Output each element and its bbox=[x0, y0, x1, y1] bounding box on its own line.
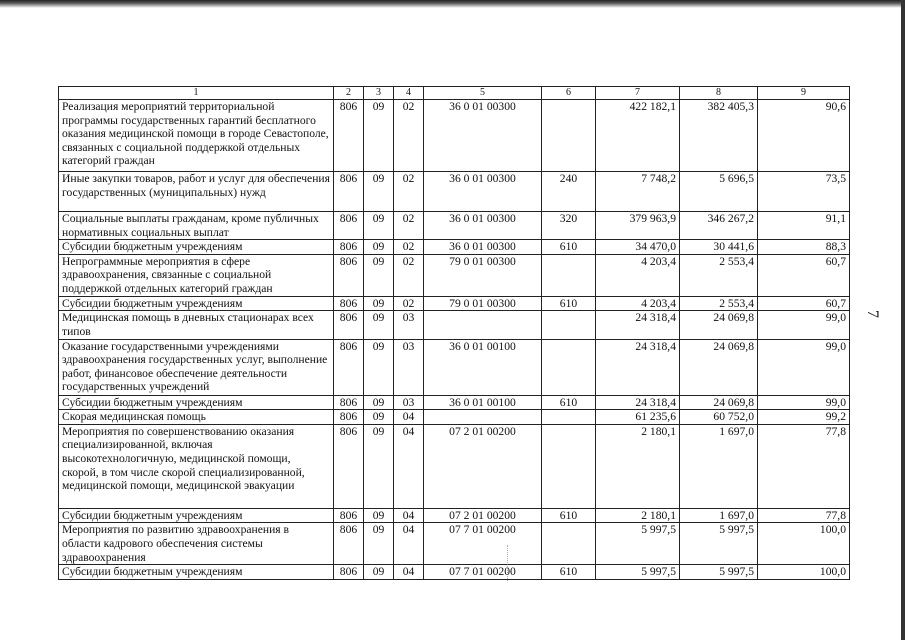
cell-ministry-code: 806 bbox=[334, 254, 364, 296]
cell-name: Субсидии бюджетным учреждениям bbox=[59, 296, 334, 311]
cell-executed: 2 553,4 bbox=[680, 296, 758, 311]
cell-section: 09 bbox=[364, 296, 394, 311]
cell-section: 09 bbox=[364, 508, 394, 523]
cell-executed: 346 267,2 bbox=[680, 212, 758, 240]
scan-edge-right bbox=[901, 0, 905, 640]
budget-table bbox=[58, 86, 850, 580]
cell-name: Субсидии бюджетным учреждениям bbox=[59, 565, 334, 580]
column-header: 7 bbox=[596, 87, 680, 100]
table-row bbox=[59, 410, 850, 425]
cell-target-article: 79 0 01 00300 bbox=[424, 254, 542, 296]
cell-planned: 24 318,4 bbox=[596, 395, 680, 410]
cell-section: 09 bbox=[364, 311, 394, 339]
cell-expense-type: 610 bbox=[542, 395, 596, 410]
cell-target-article bbox=[424, 311, 542, 339]
cell-section: 09 bbox=[364, 410, 394, 425]
cell-subsection: 03 bbox=[394, 395, 424, 410]
cell-section: 09 bbox=[364, 523, 394, 565]
cell-target-article: 07 2 01 00200 bbox=[424, 508, 542, 523]
cell-section: 09 bbox=[364, 395, 394, 410]
cell-executed: 5 997,5 bbox=[680, 523, 758, 565]
cell-ministry-code: 806 bbox=[334, 565, 364, 580]
cell-name: Оказание государственными учреждениями здравоохранения государственных услуг, выполнение работ, финансовое обеспечение деятельности государственных учреждений bbox=[59, 339, 334, 395]
cell-section: 09 bbox=[364, 254, 394, 296]
cell-percent: 77,8 bbox=[758, 508, 850, 523]
column-header: 3 bbox=[364, 87, 394, 100]
cell-planned: 2 180,1 bbox=[596, 508, 680, 523]
cell-ministry-code: 806 bbox=[334, 508, 364, 523]
cell-expense-type bbox=[542, 100, 596, 172]
cell-percent: 99,0 bbox=[758, 339, 850, 395]
cell-section: 09 bbox=[364, 240, 394, 255]
column-header: 4 bbox=[394, 87, 424, 100]
cell-expense-type bbox=[542, 523, 596, 565]
cell-percent: 99,2 bbox=[758, 410, 850, 425]
cell-subsection: 04 bbox=[394, 523, 424, 565]
cell-executed: 24 069,8 bbox=[680, 339, 758, 395]
cell-percent: 100,0 bbox=[758, 565, 850, 580]
cell-name: Субсидии бюджетным учреждениям bbox=[59, 508, 334, 523]
cell-target-article: 36 0 01 00300 bbox=[424, 212, 542, 240]
cell-ministry-code: 806 bbox=[334, 424, 364, 508]
cell-ministry-code: 806 bbox=[334, 523, 364, 565]
ink-mark bbox=[507, 545, 522, 581]
cell-percent: 60,7 bbox=[758, 254, 850, 296]
cell-ministry-code: 806 bbox=[334, 296, 364, 311]
cell-ministry-code: 806 bbox=[334, 410, 364, 425]
cell-executed: 24 069,8 bbox=[680, 395, 758, 410]
cell-name: Субсидии бюджетным учреждениям bbox=[59, 395, 334, 410]
table-row bbox=[59, 240, 850, 255]
cell-expense-type: 610 bbox=[542, 565, 596, 580]
cell-expense-type: 240 bbox=[542, 172, 596, 212]
cell-percent: 99,0 bbox=[758, 395, 850, 410]
cell-executed: 1 697,0 bbox=[680, 424, 758, 508]
cell-executed: 5 696,5 bbox=[680, 172, 758, 212]
cell-name: Скорая медицинская помощь bbox=[59, 410, 334, 425]
cell-executed: 5 997,5 bbox=[680, 565, 758, 580]
cell-target-article: 36 0 01 00100 bbox=[424, 339, 542, 395]
table-row bbox=[59, 508, 850, 523]
table-row bbox=[59, 254, 850, 296]
table-row bbox=[59, 565, 850, 580]
cell-subsection: 04 bbox=[394, 565, 424, 580]
cell-ministry-code: 806 bbox=[334, 339, 364, 395]
cell-percent: 88,3 bbox=[758, 240, 850, 255]
cell-ministry-code: 806 bbox=[334, 172, 364, 212]
cell-target-article: 79 0 01 00300 bbox=[424, 296, 542, 311]
table-row bbox=[59, 311, 850, 339]
cell-target-article: 07 2 01 00200 bbox=[424, 424, 542, 508]
cell-expense-type bbox=[542, 410, 596, 425]
cell-section: 09 bbox=[364, 565, 394, 580]
cell-planned: 2 180,1 bbox=[596, 424, 680, 508]
cell-name: Социальные выплаты гражданам, кроме публичных нормативных социальных выплат bbox=[59, 212, 334, 240]
cell-section: 09 bbox=[364, 100, 394, 172]
cell-executed: 30 441,6 bbox=[680, 240, 758, 255]
column-header: 6 bbox=[542, 87, 596, 100]
cell-subsection: 04 bbox=[394, 508, 424, 523]
cell-ministry-code: 806 bbox=[334, 212, 364, 240]
cell-planned: 4 203,4 bbox=[596, 296, 680, 311]
cell-subsection: 02 bbox=[394, 100, 424, 172]
table-row bbox=[59, 523, 850, 565]
cell-percent: 91,1 bbox=[758, 212, 850, 240]
cell-executed: 382 405,3 bbox=[680, 100, 758, 172]
table-row bbox=[59, 339, 850, 395]
cell-planned: 5 997,5 bbox=[596, 523, 680, 565]
cell-name: Реализация мероприятий территориальной программы государственных гарантий бесплатного оказания медицинской помощи в городе Севастополе, связанных с социальной поддержкой отдельных категорий граждан bbox=[59, 100, 334, 172]
cell-ministry-code: 806 bbox=[334, 395, 364, 410]
cell-section: 09 bbox=[364, 424, 394, 508]
table-row bbox=[59, 395, 850, 410]
page-number: 7 bbox=[864, 310, 881, 318]
cell-planned: 379 963,9 bbox=[596, 212, 680, 240]
cell-percent: 100,0 bbox=[758, 523, 850, 565]
cell-subsection: 02 bbox=[394, 254, 424, 296]
cell-ministry-code: 806 bbox=[334, 311, 364, 339]
cell-name: Субсидии бюджетным учреждениям bbox=[59, 240, 334, 255]
cell-target-article: 36 0 01 00300 bbox=[424, 240, 542, 255]
cell-subsection: 02 bbox=[394, 296, 424, 311]
cell-percent: 73,5 bbox=[758, 172, 850, 212]
cell-target-article: 07 7 01 00200 bbox=[424, 565, 542, 580]
table-row bbox=[59, 212, 850, 240]
cell-executed: 2 553,4 bbox=[680, 254, 758, 296]
cell-expense-type: 610 bbox=[542, 296, 596, 311]
table-header-row bbox=[59, 87, 850, 100]
cell-name: Непрограммные мероприятия в сфере здравоохранения, связанные с социальной поддержкой отдельных категорий граждан bbox=[59, 254, 334, 296]
cell-subsection: 02 bbox=[394, 172, 424, 212]
cell-ministry-code: 806 bbox=[334, 240, 364, 255]
column-header: 2 bbox=[334, 87, 364, 100]
table-row bbox=[59, 424, 850, 508]
cell-expense-type: 610 bbox=[542, 508, 596, 523]
cell-executed: 24 069,8 bbox=[680, 311, 758, 339]
cell-percent: 60,7 bbox=[758, 296, 850, 311]
cell-name: Мероприятия по развитию здравоохранения в области кадрового обеспечения системы здравоохранения bbox=[59, 523, 334, 565]
table-row bbox=[59, 172, 850, 212]
column-header: 9 bbox=[758, 87, 850, 100]
cell-percent: 90,6 bbox=[758, 100, 850, 172]
cell-planned: 4 203,4 bbox=[596, 254, 680, 296]
column-header: 1 bbox=[59, 87, 334, 100]
cell-target-article: 36 0 01 00100 bbox=[424, 395, 542, 410]
cell-planned: 422 182,1 bbox=[596, 100, 680, 172]
cell-name: Иные закупки товаров, работ и услуг для обеспечения государственных (муниципальных) нужд bbox=[59, 172, 334, 212]
cell-subsection: 03 bbox=[394, 339, 424, 395]
cell-target-article: 07 7 01 00200 bbox=[424, 523, 542, 565]
cell-ministry-code: 806 bbox=[334, 100, 364, 172]
cell-subsection: 02 bbox=[394, 240, 424, 255]
scan-edge-top bbox=[0, 0, 905, 8]
cell-section: 09 bbox=[364, 212, 394, 240]
cell-expense-type bbox=[542, 254, 596, 296]
cell-name: Мероприятия по совершенствованию оказания специализированной, включая высокотехнологичную, медицинской помощи, скорой, в том числе скорой специализированной, медицинской помощи, медицинской эвакуации bbox=[59, 424, 334, 508]
cell-expense-type bbox=[542, 311, 596, 339]
cell-planned: 24 318,4 bbox=[596, 339, 680, 395]
cell-section: 09 bbox=[364, 172, 394, 212]
table-row bbox=[59, 100, 850, 172]
cell-name: Медицинская помощь в дневных стационарах всех типов bbox=[59, 311, 334, 339]
table-row bbox=[59, 296, 850, 311]
cell-expense-type bbox=[542, 339, 596, 395]
cell-expense-type: 610 bbox=[542, 240, 596, 255]
cell-target-article: 36 0 01 00300 bbox=[424, 100, 542, 172]
cell-target-article bbox=[424, 410, 542, 425]
cell-section: 09 bbox=[364, 339, 394, 395]
cell-percent: 77,8 bbox=[758, 424, 850, 508]
cell-expense-type bbox=[542, 424, 596, 508]
column-header: 8 bbox=[680, 87, 758, 100]
column-header: 5 bbox=[424, 87, 542, 100]
cell-subsection: 02 bbox=[394, 212, 424, 240]
cell-planned: 5 997,5 bbox=[596, 565, 680, 580]
cell-percent: 99,0 bbox=[758, 311, 850, 339]
cell-planned: 7 748,2 bbox=[596, 172, 680, 212]
cell-planned: 24 318,4 bbox=[596, 311, 680, 339]
cell-planned: 61 235,6 bbox=[596, 410, 680, 425]
cell-target-article: 36 0 01 00300 bbox=[424, 172, 542, 212]
cell-subsection: 04 bbox=[394, 424, 424, 508]
cell-expense-type: 320 bbox=[542, 212, 596, 240]
cell-executed: 1 697,0 bbox=[680, 508, 758, 523]
cell-subsection: 03 bbox=[394, 311, 424, 339]
cell-planned: 34 470,0 bbox=[596, 240, 680, 255]
cell-subsection: 04 bbox=[394, 410, 424, 425]
cell-executed: 60 752,0 bbox=[680, 410, 758, 425]
